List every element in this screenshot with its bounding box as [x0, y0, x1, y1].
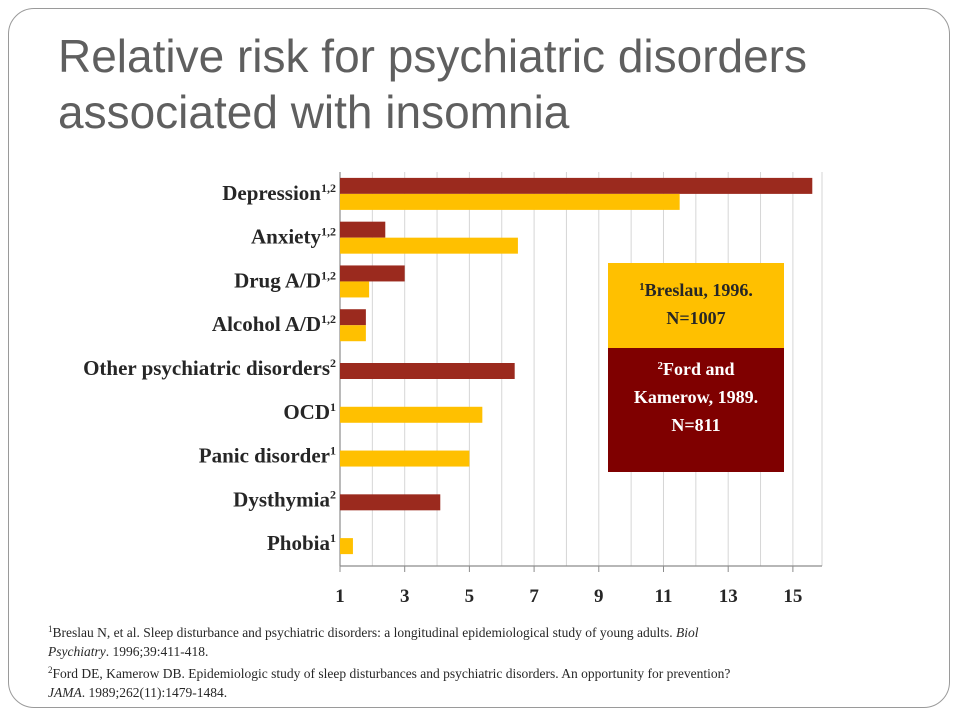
category-name: OCD: [283, 399, 330, 424]
legend-breslau-line-1: Breslau, 1996.: [644, 280, 753, 300]
category-sup: 1,2: [321, 180, 336, 195]
reference-1: [48, 620, 748, 661]
bar-breslau: [340, 538, 353, 554]
reference-2-citation: . 1989;262(11):1479-1484.: [81, 685, 228, 700]
bar-ford: [340, 222, 385, 238]
reference-2-sup: 2: [48, 665, 53, 675]
bar-ford: [340, 309, 366, 325]
category-sup: 2: [330, 356, 336, 370]
category-label: [83, 356, 336, 380]
x-tick-label: 15: [783, 586, 803, 607]
legend-breslau: [608, 263, 784, 348]
x-tick-label: 11: [654, 586, 673, 607]
legend-ford-line-3: N=811: [671, 415, 721, 435]
bar-breslau: [340, 238, 518, 254]
x-tick-label: 3: [399, 586, 410, 607]
legend-ford-sup: 2: [657, 360, 663, 372]
category-name: Phobia: [266, 531, 330, 556]
bar-breslau: [340, 325, 366, 341]
x-tick-label: 7: [529, 586, 539, 607]
category-name: Depression: [222, 180, 321, 205]
reference-1-sup: 1: [48, 624, 53, 634]
bar-breslau: [340, 194, 680, 210]
x-tick-label: 5: [464, 586, 475, 607]
legend-ford-line-1: Ford and: [662, 359, 735, 379]
x-axis-ticks: [335, 566, 802, 607]
category-label: [222, 181, 336, 205]
category-label: [199, 444, 336, 468]
reference-2-text: Ford DE, Kamerow DB. Epidemiologic study of sleep disturbances and psychiatric disorders. An opportunity for prevention?: [52, 666, 731, 681]
reference-1-citation: . 1996;39:411-418.: [105, 644, 209, 659]
category-name: Panic disorder: [198, 443, 330, 468]
reference-1-journal: Biol Psychiatry: [48, 625, 699, 659]
category-label: [283, 400, 336, 424]
category-name: Alcohol A/D: [211, 312, 321, 337]
legend-breslau-sup: 1: [639, 281, 645, 293]
category-labels: [83, 181, 336, 555]
bar-breslau: [340, 281, 369, 297]
category-sup: 1,2: [321, 224, 336, 239]
category-sup: 1,2: [321, 268, 336, 283]
category-label: [212, 312, 336, 336]
reference-1-text: Breslau N, et al. Sleep disturbance and psychiatric disorders: a longitudinal epidemiological study of young adults.: [52, 625, 676, 640]
category-name: Other psychiatric disorders: [83, 356, 330, 380]
legend-ford: [608, 348, 784, 472]
category-name: Anxiety: [251, 224, 321, 249]
category-label: [251, 225, 336, 249]
bar-breslau: [340, 451, 469, 467]
x-tick-label: 1: [335, 586, 345, 607]
category-sup: 1: [330, 531, 336, 546]
bar-ford: [340, 363, 515, 379]
category-sup: 1: [330, 399, 336, 414]
bar-ford: [340, 265, 405, 281]
reference-2-journal: JAMA: [48, 685, 82, 700]
category-label: [233, 487, 336, 511]
references: [48, 620, 748, 702]
category-sup: 1,2: [321, 312, 336, 327]
legend-breslau-line-2: N=1007: [666, 308, 726, 328]
slide-title: Relative risk for psychiatric disorders associated with insomnia: [58, 30, 808, 138]
category-label: [267, 531, 336, 555]
category-label: [234, 268, 336, 292]
reference-2: [48, 661, 748, 702]
category-sup: 1: [330, 443, 336, 458]
bar-ford: [340, 494, 440, 510]
category-name: Dysthymia: [233, 487, 330, 512]
category-sup: 2: [330, 487, 336, 502]
x-tick-label: 9: [594, 586, 604, 607]
x-tick-label: 13: [718, 586, 738, 607]
bar-ford: [340, 178, 812, 194]
bar-breslau: [340, 407, 482, 423]
category-name: Drug A/D: [234, 268, 321, 293]
legend-ford-line-2: Kamerow, 1989.: [633, 387, 759, 407]
